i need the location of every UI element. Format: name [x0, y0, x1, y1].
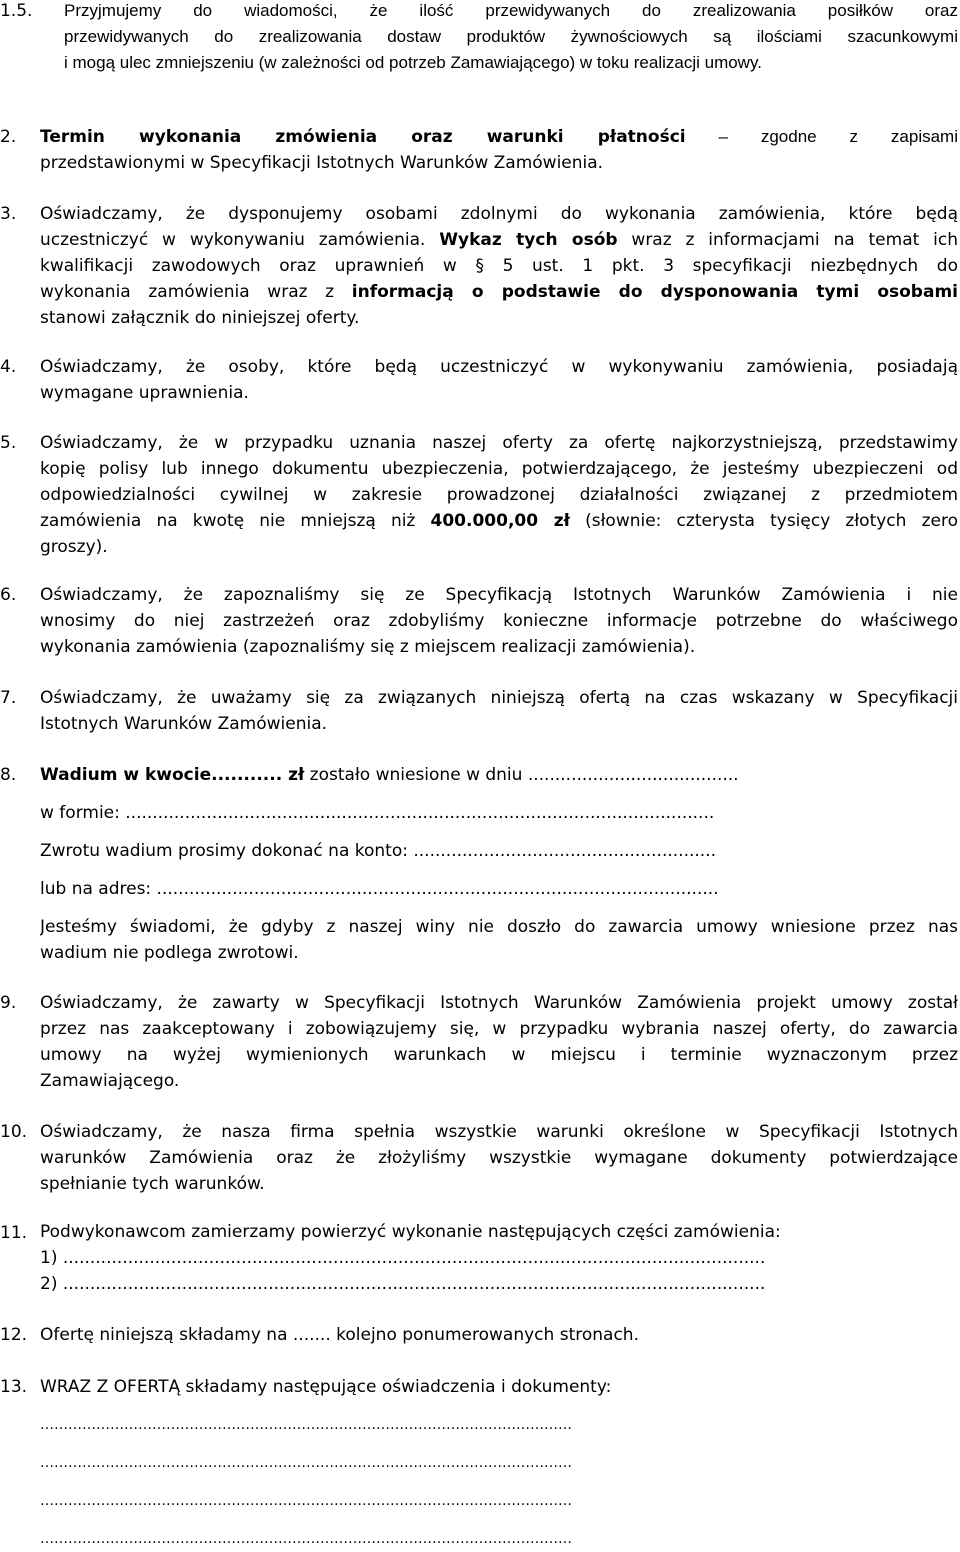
text-line: uczestniczyć w wykonywaniu zamówienia. Wykaz tych osób wraz z informacjami na temat ich: [40, 230, 958, 250]
text-line: WRAZ Z OFERTĄ składamy następujące oświadczenia i dokumenty:: [40, 1377, 612, 1397]
text-line: Oświadczamy, że zapoznaliśmy się ze Specyfikacją Istotnych Warunków Zamówienia i nie: [40, 585, 958, 605]
text-line: przedstawionymi w Specyfikacji Istotnych Warunków Zamówienia.: [40, 153, 604, 173]
paragraph-number: 12.: [0, 1325, 28, 1345]
attachment-line-2[interactable]: ……………………………………………………………………………………………………: [40, 1455, 572, 1471]
text-line: wadium nie podlega zwrotowi.: [40, 943, 299, 963]
page-count-field[interactable]: Ofertę niniejszą składamy na ....... kolejno ponumerowanych stronach.: [40, 1325, 639, 1345]
text-line: warunków Zamówienia oraz że złożyliśmy wszystkie wymagane dokumenty potwierdzające: [40, 1148, 958, 1168]
refund-address-field[interactable]: lub na adres: ........................................................................................................: [40, 879, 719, 899]
text-line: stanowi załącznik do niniejszej oferty.: [40, 308, 360, 328]
deposit-form-field[interactable]: w formie: .............................................................................................................: [40, 803, 715, 823]
attachment-line-1[interactable]: ……………………………………………………………………………………………………: [40, 1417, 572, 1433]
paragraph-number: 5.: [0, 433, 17, 453]
text-line: groszy).: [40, 537, 108, 557]
deposit-date-field[interactable]: zostało wniesione w dniu .......................................: [304, 765, 739, 785]
attachment-line-3[interactable]: ……………………………………………………………………………………………………: [40, 1493, 572, 1509]
paragraph-number: 3.: [0, 204, 17, 224]
text-line: spełnianie tych warunków.: [40, 1174, 265, 1194]
text-line: Przyjmujemy do wiadomości, że ilość przewidywanych do zrealizowania posiłków oraz: [64, 1, 958, 20]
text-line: i mogą ulec zmniejszeniu (w zależności od potrzeb Zamawiającego) w toku realizacji umowy.: [64, 53, 762, 72]
text-line: Oświadczamy, że zawarty w Specyfikacji Istotnych Warunków Zamówienia projekt umowy został: [40, 993, 958, 1013]
text-line: wnosimy do niej zastrzeżeń oraz zdobyliśmy konieczne informacje potrzebne do właściwego: [40, 611, 958, 631]
text-line: Oświadczamy, że uważamy się za związanych niniejszą ofertą na czas wskazany w Specyfikacji: [40, 688, 958, 708]
text-line: odpowiedzialności cywilnej w zakresie prowadzonej działalności związanej z przedmiotem: [40, 485, 958, 505]
insurance-amount: 400.000,00 zł: [430, 511, 570, 531]
paragraph-number: 2.: [0, 127, 17, 147]
text-line: Oświadczamy, że nasza firma spełnia wszystkie warunki określone w Specyfikacji Istotnych: [40, 1122, 958, 1142]
paragraph-number: 13.: [0, 1377, 28, 1397]
paragraph-number: 10.: [0, 1122, 28, 1142]
paragraph-number: 11.: [0, 1223, 28, 1243]
text-line: kwalifikacji zawodowych oraz uprawnień w § 5 ust. 1 pkt. 3 specyfikacji niezbędnych do: [40, 256, 958, 276]
subcontractor-part-2-field[interactable]: 2) ..................................................................................................................................: [40, 1274, 766, 1294]
paragraph-number: 9.: [0, 993, 17, 1013]
text-line: umowy na wyżej wymienionych warunkach w miejscu i terminie wyznaczonym przez: [40, 1045, 958, 1065]
text-line: Istotnych Warunków Zamówienia.: [40, 714, 328, 734]
attachment-line-4[interactable]: ……………………………………………………………………………………………………: [40, 1531, 572, 1547]
subcontractor-part-1-field[interactable]: 1) ..................................................................................................................................: [40, 1248, 766, 1268]
text-line: Oświadczamy, że dysponujemy osobami zdolnymi do wykonania zamówienia, które będą: [40, 204, 958, 224]
deposit-line: Wadium w kwocie........... zł zostało wniesione w dniu .......................................: [40, 765, 739, 785]
text-line: Zamawiającego.: [40, 1071, 180, 1091]
text-line: zamówienia na kwotę nie mniejszą niż 400.000,00 zł (słownie: czterysta tysięcy złotych zero: [40, 511, 958, 531]
paragraph-number: 7.: [0, 688, 17, 708]
paragraph-number: 1.5.: [0, 1, 33, 21]
text-line: wykonania zamówienia wraz z informacją o podstawie do dysponowania tymi osobami: [40, 282, 958, 302]
text-line: Oświadczamy, że osoby, które będą uczestniczyć w wykonywaniu zamówienia, posiadają: [40, 357, 958, 377]
text-line: przewidywanych do zrealizowania dostaw produktów żywnościowych są ilościami szacunkowymi: [64, 27, 958, 46]
payment-terms-heading: Termin wykonania zmówienia oraz warunki płatności: [40, 127, 686, 147]
text-line: przez nas zaakceptowany i zobowiązujemy się, w przypadku wybrania naszej oferty, do zawarcia: [40, 1019, 958, 1039]
text-line: kopię polisy lub innego dokumentu ubezpieczenia, potwierdzającego, że jesteśmy ubezpieczeni od: [40, 459, 958, 479]
text-line: Oświadczamy, że w przypadku uznania naszej oferty za ofertę najkorzystniejszą, przedstawimy: [40, 433, 958, 453]
text-line: Jesteśmy świadomi, że gdyby z naszej winy nie doszło do zawarcia umowy wniesione przez nas: [40, 917, 958, 937]
paragraph-number: 8.: [0, 765, 17, 785]
paragraph-number: 4.: [0, 357, 17, 377]
text-line: Termin wykonania zmówienia oraz warunki płatności – zgodne z zapisami: [40, 127, 958, 147]
refund-account-field[interactable]: Zwrotu wadium prosimy dokonać na konto: ........................................................: [40, 841, 716, 861]
deposit-amount-field[interactable]: ...........: [211, 765, 283, 785]
text-line: wykonania zamówienia (zapoznaliśmy się z miejscem realizacji zamówienia).: [40, 637, 696, 657]
text-line: wymagane uprawnienia.: [40, 383, 249, 403]
text-line: Podwykonawcom zamierzamy powierzyć wykonanie następujących części zamówienia:: [40, 1222, 781, 1242]
paragraph-number: 6.: [0, 585, 17, 605]
